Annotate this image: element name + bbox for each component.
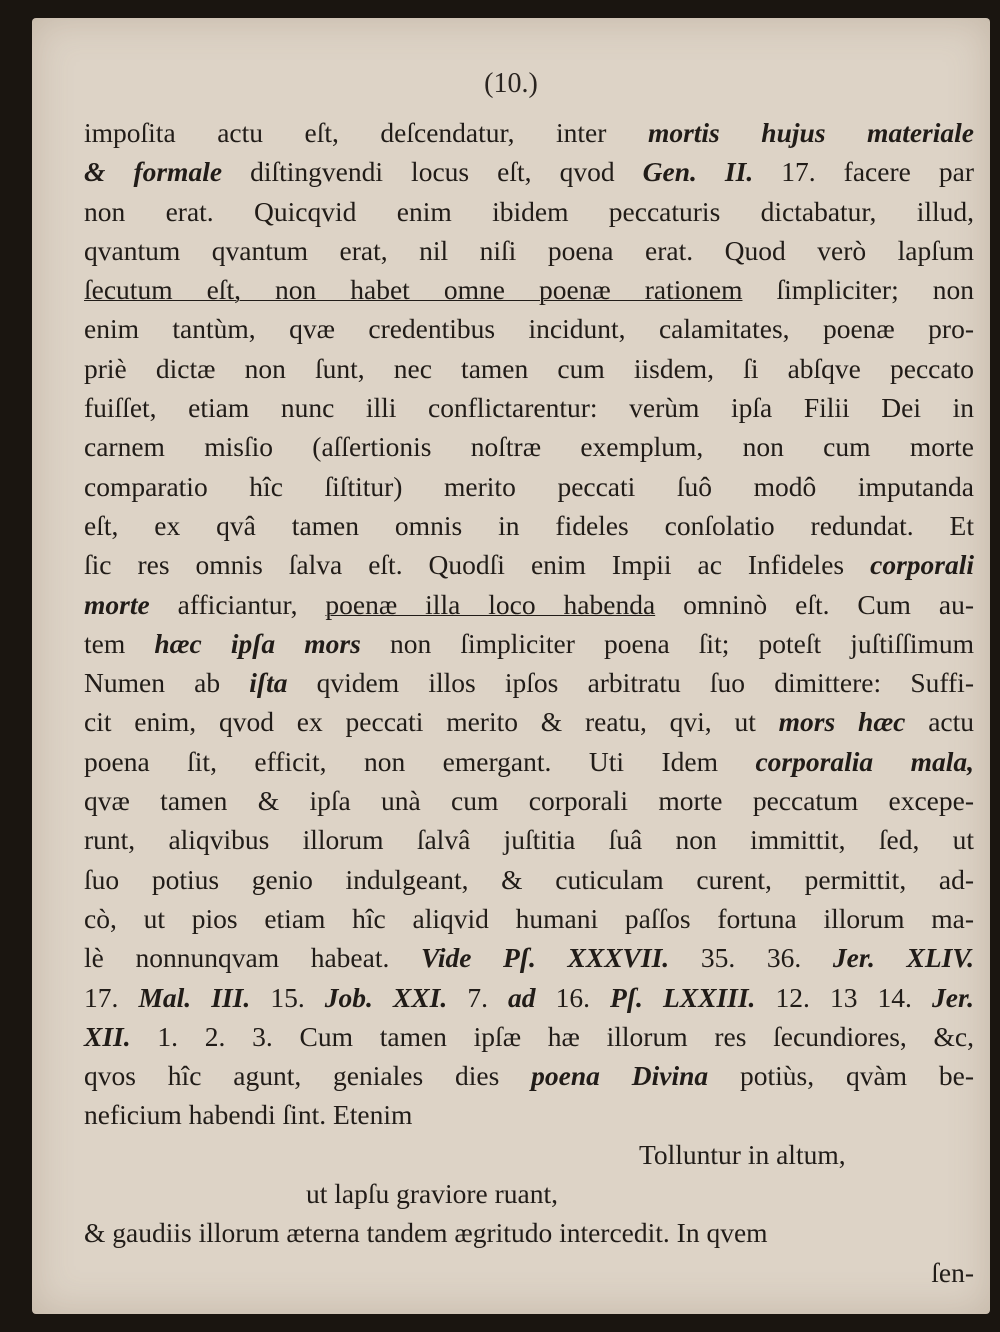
italic-segment: & formale <box>84 156 223 188</box>
text-segment: afficiantur, <box>149 588 326 620</box>
italic-segment: Pſ. LXXIII. <box>610 981 756 1013</box>
verse-line: Tolluntur in altum, <box>639 1138 846 1170</box>
text-segment: qvæ tamen & ipſa unà cum corporali morte peccatum excepe- <box>84 785 974 817</box>
text-segment: eſt, ex qvâ tamen omnis in fideles conſolatio redundat. Et <box>84 509 974 541</box>
text-line <box>84 585 974 624</box>
italic-segment: corporali <box>870 549 974 581</box>
body-text <box>84 113 974 1292</box>
italic-segment: morte <box>84 588 150 620</box>
text-line <box>84 231 974 270</box>
text-segment: omninò eſt. Cum au- <box>655 588 974 620</box>
text-segment: cit enim, qvod ex peccati merito & reatu, qvi, ut <box>84 706 779 738</box>
text-line <box>84 113 974 152</box>
italic-segment: hæc ipſa mors <box>154 627 361 659</box>
italic-segment: Jer. XLIV. <box>832 942 975 974</box>
italic-segment: iſta <box>249 667 288 699</box>
text-segment: 15. <box>250 981 325 1013</box>
text-segment: 1. 2. 3. Cum tamen ipſæ hæ illorum res ſecundiores, &c, <box>130 1020 974 1052</box>
text-line <box>84 742 974 781</box>
text-segment: ſimpliciter; non <box>742 274 974 306</box>
text-segment: priè dictæ non ſunt, nec tamen cum iisdem, ſi abſqve peccato <box>84 352 974 384</box>
text-line <box>84 1056 974 1095</box>
italic-segment: ad <box>508 981 536 1013</box>
text-line <box>84 663 974 702</box>
text-segment: 17. <box>84 981 139 1013</box>
italic-segment: XII. <box>84 1020 131 1052</box>
catchword: ſen- <box>931 1256 974 1288</box>
text-line <box>84 820 974 859</box>
text-segment: lè nonnunqvam habeat. <box>84 942 421 974</box>
italic-segment: mortis hujus materiale <box>647 117 974 148</box>
text-segment: non ſimpliciter poena ſit; poteſt juſtiſſimum <box>360 627 974 659</box>
italic-segment: Mal. III. <box>138 981 251 1013</box>
text-segment: 7. <box>447 981 509 1013</box>
text-line <box>84 624 974 663</box>
text-line <box>84 427 974 466</box>
text-segment: 12. 13 14. <box>755 981 932 1013</box>
text-segment: non erat. Quicqvid enim ibidem peccaturis dictabatur, illud, <box>84 195 974 227</box>
text-line <box>84 860 974 899</box>
text-segment: enim tantùm, qvæ credentibus incidunt, calamitates, poenæ pro- <box>84 313 974 345</box>
book-page <box>32 18 990 1314</box>
text-line <box>84 1095 974 1134</box>
italic-segment: corporalia mala, <box>755 745 975 777</box>
text-line <box>84 467 974 506</box>
underlined-segment: ſecutum eſt, non habet omne poenæ rationem <box>84 274 743 306</box>
text-segment: 17. facere par <box>753 156 974 188</box>
text-line <box>84 192 974 231</box>
italic-segment: Vide Pſ. XXXVII. <box>421 942 670 974</box>
text-segment: qvos hîc agunt, geniales dies <box>84 1060 532 1092</box>
text-segment: runt, aliqvibus illorum ſalvâ juſtitia ſuâ non immittit, ſed, ut <box>84 824 974 856</box>
text-segment: Numen ab <box>84 667 250 699</box>
text-segment: ſuo potius genio indulgeant, & cuticulam curent, permittit, ad- <box>84 863 974 895</box>
text-segment: impoſita actu eſt, deſcendatur, inter <box>84 117 648 148</box>
italic-segment: Jer. <box>931 981 974 1013</box>
text-segment: diſtingvendi locus eſt, qvod <box>222 156 643 188</box>
italic-segment: mors hæc <box>778 706 906 738</box>
text-line <box>84 938 974 977</box>
text-segment: ſic res omnis ſalva eſt. Quodſi enim Impii ac Infideles <box>84 549 871 581</box>
text-line <box>84 309 974 348</box>
text-line <box>84 702 974 741</box>
text-segment: carnem misſio (aſſertionis noſtræ exemplum, non cum morte <box>84 431 974 463</box>
text-line <box>84 270 974 309</box>
text-segment: poena ſit, efficit, non emergant. Uti Idem <box>84 745 756 777</box>
verse-line: & gaudiis illorum æterna tandem ægritudo intercedit. In qvem <box>84 1217 768 1249</box>
text-segment: comparatio hîc ſiſtitur) merito peccati ſuô modô imputanda <box>84 470 974 502</box>
italic-segment: poena Divina <box>531 1060 709 1092</box>
text-segment: 35. 36. <box>669 942 833 974</box>
text-segment: potiùs, qvàm be- <box>708 1060 975 1092</box>
underlined-segment: poenæ illa loco habenda <box>325 588 656 620</box>
text-segment: cò, ut pios etiam hîc aliqvid humani paſſos fortuna illorum ma- <box>84 902 974 934</box>
text-line <box>84 349 974 388</box>
text-segment: tem <box>84 627 155 659</box>
text-line <box>84 388 974 427</box>
text-line <box>84 152 974 191</box>
text-segment: 16. <box>535 981 611 1013</box>
text-line <box>84 899 974 938</box>
italic-segment: Gen. II. <box>642 156 754 188</box>
text-segment: neficium habendi ſint. Etenim <box>84 1099 413 1131</box>
verse-line: ut lapſu graviore ruant, <box>306 1178 558 1210</box>
text-line <box>84 506 974 545</box>
text-line <box>84 781 974 820</box>
text-line <box>84 545 974 584</box>
text-segment: qvidem illos ipſos arbitratu ſuo dimittere: Suffi- <box>287 667 974 699</box>
text-segment: actu <box>905 706 975 738</box>
page-number: (10.) <box>484 68 538 99</box>
text-line <box>84 978 974 1017</box>
text-line <box>84 1017 974 1056</box>
text-segment: fuiſſet, etiam nunc illi conflictarentur: verùm ipſa Filii Dei in <box>84 392 974 424</box>
italic-segment: Job. XXI. <box>324 981 448 1013</box>
text-segment: qvantum qvantum erat, nil niſi poena erat. Quod verò lapſum <box>84 234 974 266</box>
